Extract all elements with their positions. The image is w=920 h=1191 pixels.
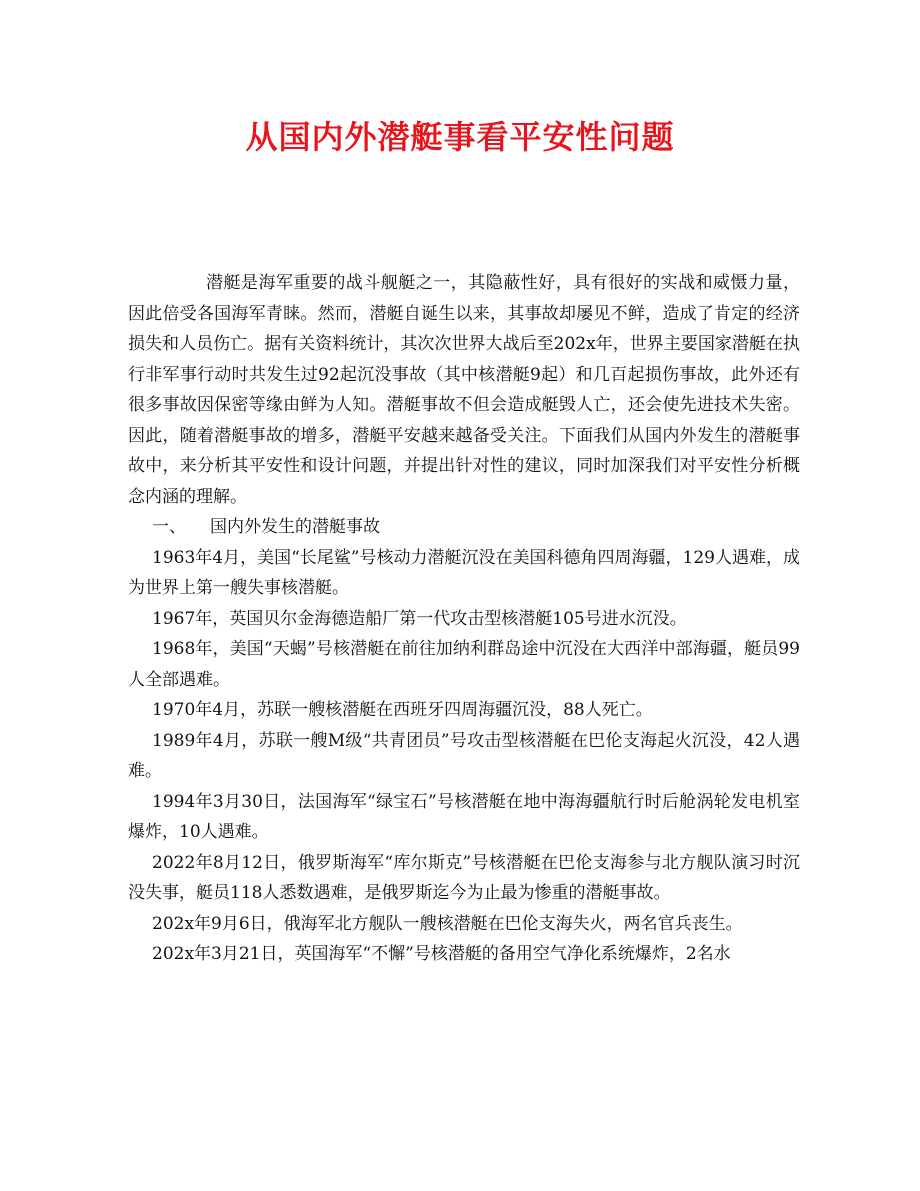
incident-entry-202x-mar: 202x年3月21日，英国海军“不懈”号核潜艇的备用空气净化系统爆炸，2名水 bbox=[152, 944, 731, 964]
section-heading bbox=[128, 512, 800, 543]
incident-entry-1994: 1994年3月30日，法国海军“绿宝石”号核潜艇在地中海海疆航行时后舱涡轮发电机室爆炸，10人遇难。 bbox=[128, 791, 800, 842]
incident-entry-202x-sep: 202x年9月6日，俄海军北方舰队一艘核潜艇在巴伦支海失火，两名官兵丧生。 bbox=[152, 913, 743, 934]
incident-entry-2022: 2022年8月12日，俄罗斯海军“库尔斯克”号核潜艇在巴伦支海参与北方舰队演习时沉没失事，艇员118人悉数遇难，是俄罗斯迄今为止最为惨重的潜艇事故。 bbox=[128, 852, 800, 903]
incident-entry-1963: 1963年4月，美国“长尾鲨”号核动力潜艇沉没在美国科德角四周海疆，129人遇难，成为世界上第一艘失事核潜艇。 bbox=[128, 547, 800, 598]
document-title: 从国内外潜艇事看平安性问题 bbox=[245, 118, 675, 156]
incident-entry-1989: 1989年4月，苏联一艘M级“共青团员”号攻击型核潜艇在巴伦支海起火沉没，42人遇难。 bbox=[128, 730, 800, 781]
incident-entry-1967: 1967年，英国贝尔金海德造船厂第一代攻击型核潜艇105号进水沉没。 bbox=[152, 608, 687, 629]
intro-paragraph: 潜艇是海军重要的战斗舰艇之一，其隐蔽性好，具有很好的实战和威慑力量，因此倍受各国海军青睐。然而，潜艇自诞生以来，其事故却屡见不鲜，造成了肯定的经济损失和人员伤亡。据有关资料统计，其次次世界大战后至202x年，世界主要国家潜艇在执行非军事行动时共发生过92起沉没事故（其中核潜艇9起）和几百起损伤事故，此外还有很多事故因保密等缘由鲜为人知。潜艇事故不但会造成艇毁人亡，还会使先进技术失密。因此，随着潜艇事故的增多，潜艇平安越来越备受关注。下面我们从国内外发生的潜艇事故中，来分析其平安性和设计问题，并提出针对性的建议，同时加深我们对平安性分析概念内涵的理解。 bbox=[128, 273, 800, 507]
incident-entry-1970: 1970年4月，苏联一艘核潜艇在西班牙四周海疆沉没，88人死亡。 bbox=[152, 700, 653, 720]
section-number: 一、 bbox=[152, 517, 186, 537]
document-body bbox=[128, 268, 800, 970]
section-heading-text: 国内外发生的潜艇事故 bbox=[210, 517, 380, 537]
incident-entry-1968: 1968年，美国“天蝎”号核潜艇在前往加纳利群岛途中沉没在大西洋中部海疆，艇员99人全部遇难。 bbox=[128, 639, 800, 690]
